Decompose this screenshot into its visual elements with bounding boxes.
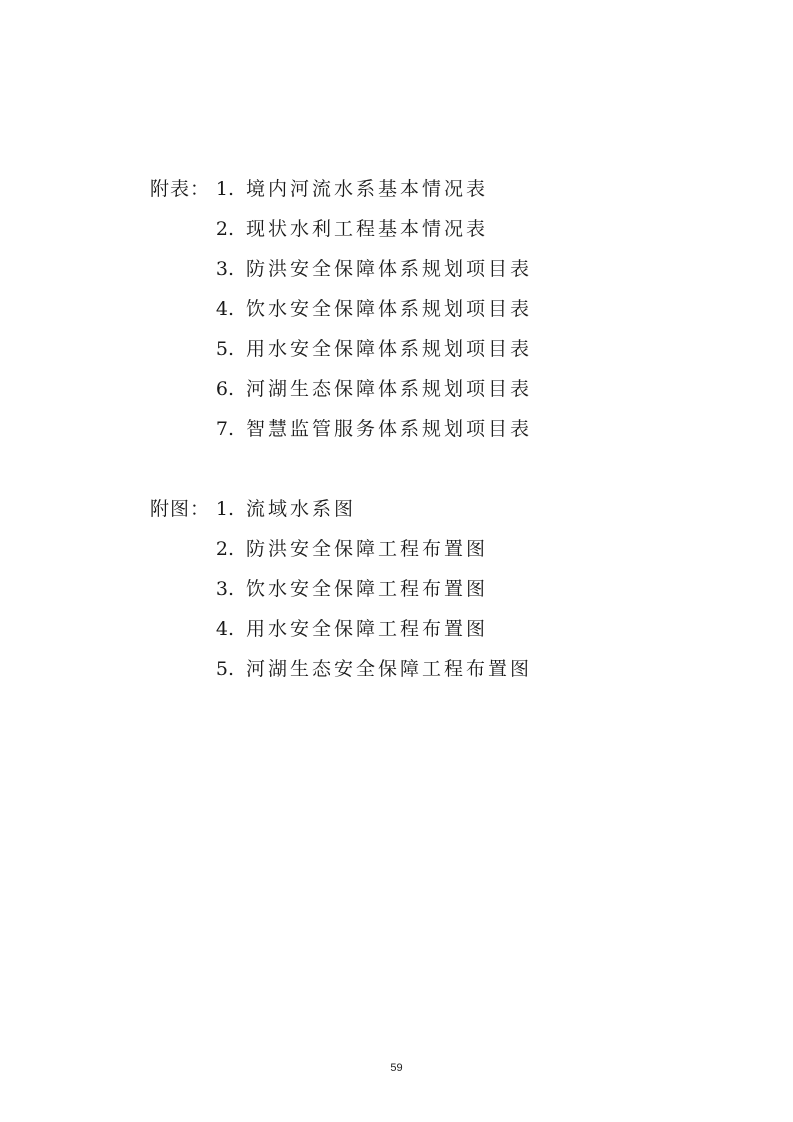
list-item-number: 5. — [215, 658, 234, 680]
list-item-text: 现状水利工程基本情况表 — [246, 218, 489, 240]
list-item-text: 防洪安全保障工程布置图 — [246, 538, 489, 560]
list-item-number: 1. — [215, 498, 234, 520]
list-item-text: 境内河流水系基本情况表 — [246, 178, 489, 200]
list-item-text: 河湖生态保障体系规划项目表 — [246, 378, 533, 400]
list-item-number: 2. — [215, 218, 234, 240]
tables-prefix: 附表： — [150, 178, 211, 200]
list-item-text: 河湖生态安全保障工程布置图 — [246, 658, 533, 680]
figures-prefix: 附图： — [150, 498, 211, 520]
list-item-number: 1. — [215, 178, 234, 200]
list-item-number: 7. — [215, 418, 234, 440]
list-item-number: 6. — [215, 378, 234, 400]
list-item-text: 饮水安全保障体系规划项目表 — [246, 298, 533, 320]
list-item-text: 流域水系图 — [246, 498, 357, 520]
list-item-text: 用水安全保障工程布置图 — [246, 618, 489, 640]
list-item-text: 防洪安全保障体系规划项目表 — [246, 258, 533, 280]
list-item-number: 4. — [215, 618, 234, 640]
list-item-number: 3. — [215, 258, 234, 280]
list-item-text: 饮水安全保障工程布置图 — [246, 578, 489, 600]
page-number: 59 — [390, 1062, 403, 1074]
list-item-number: 3. — [215, 578, 234, 600]
list-item-number: 4. — [215, 298, 234, 320]
list-item-text: 智慧监管服务体系规划项目表 — [246, 418, 533, 440]
list-item-text: 用水安全保障体系规划项目表 — [246, 338, 533, 360]
list-item-number: 2. — [215, 538, 234, 560]
list-item-number: 5. — [215, 338, 234, 360]
